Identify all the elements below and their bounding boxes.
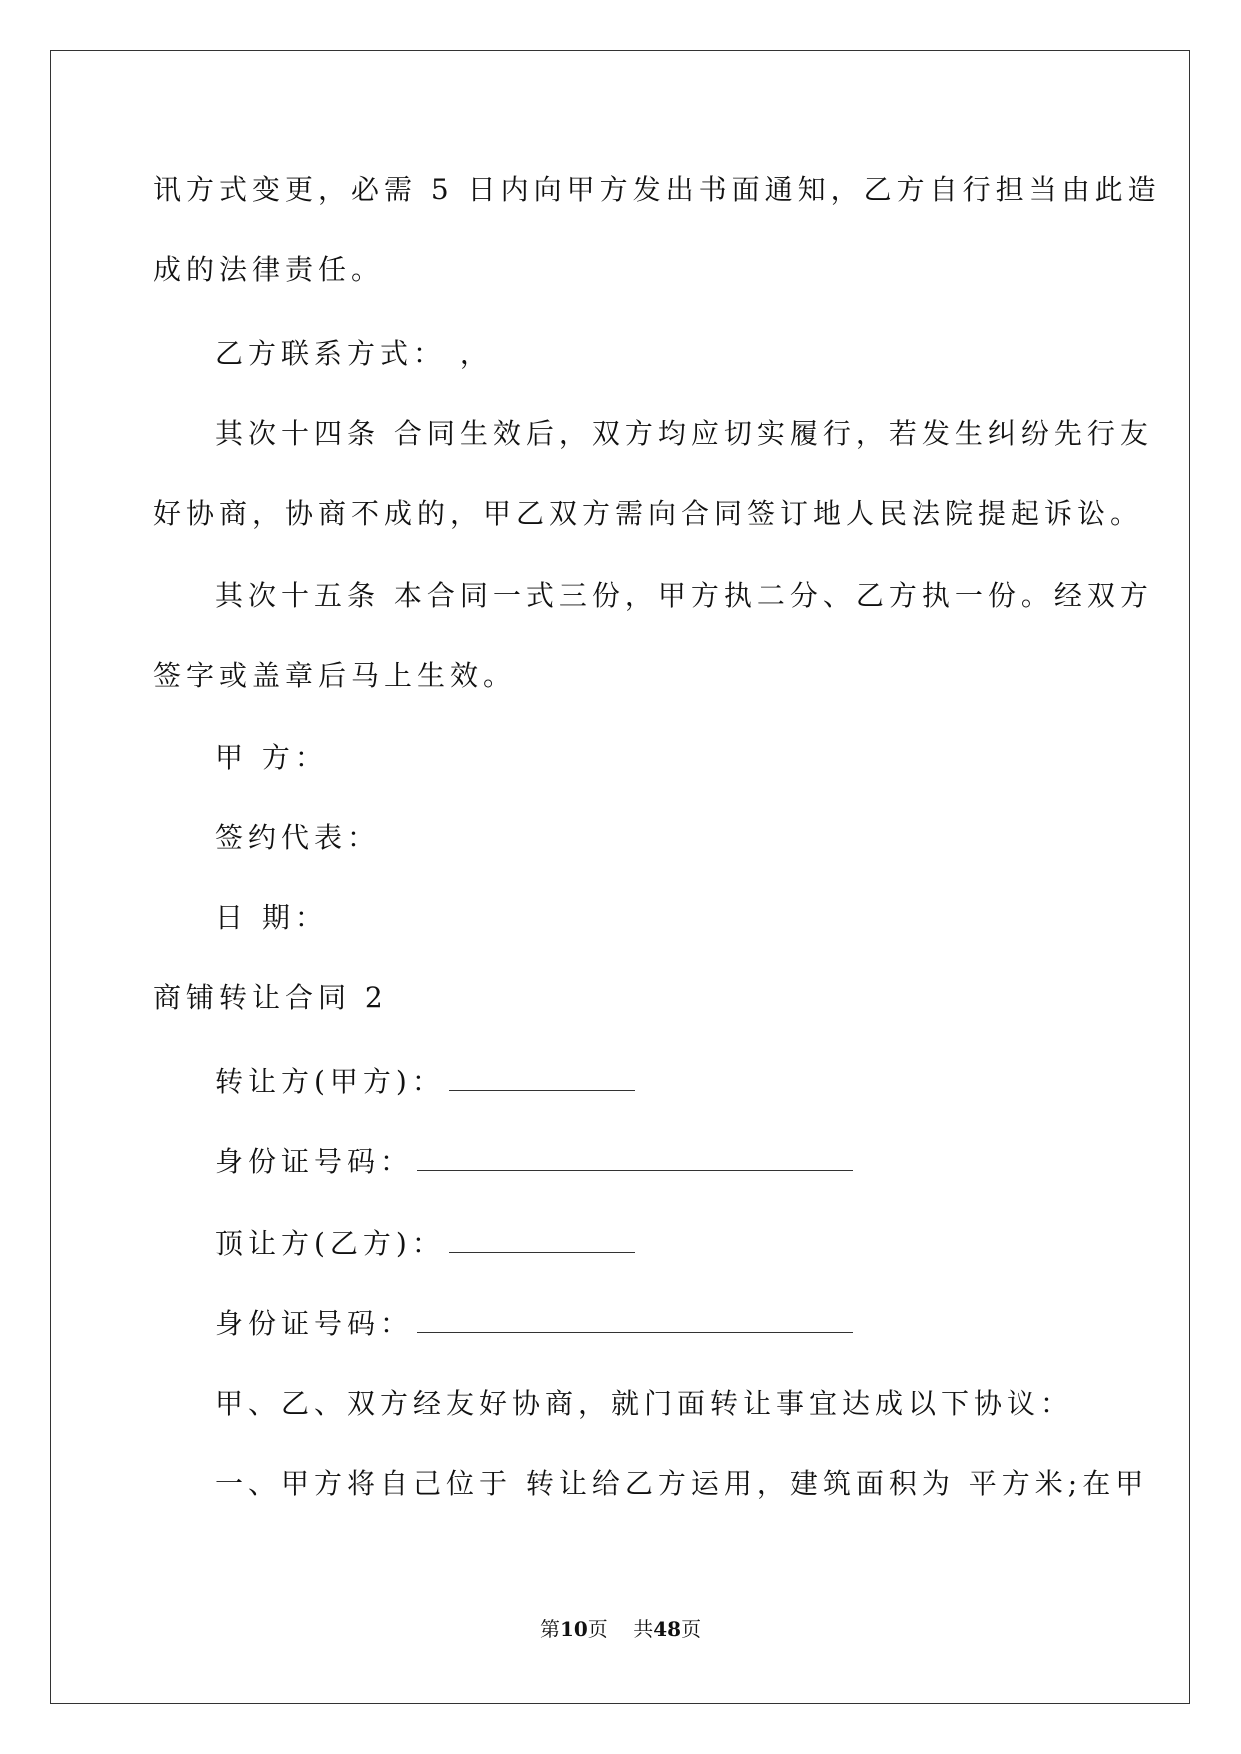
transferor-label: 转让方(甲方)： [215,1065,445,1098]
transferee-row [215,1222,635,1264]
transferor-row [215,1060,635,1102]
current-page-number: 10 [559,1617,588,1641]
signatory-label: 签约代表： [215,821,381,854]
paragraph-line: 一、甲方将自己位于 转让给乙方运用，建筑面积为 平方米;在甲 [215,1467,1149,1500]
page-footer [0,1617,1241,1641]
total-page-count: 48 [653,1617,682,1641]
section-title: 商铺转让合同 2 [153,981,388,1014]
transferor-blank [449,1060,635,1091]
transferee-label: 顶让方(乙方)： [215,1227,445,1260]
id-number-row-a [215,1140,853,1182]
footer-middle: 页 共 [587,1617,654,1641]
paragraph-line: 成的法律责任。 [153,253,385,286]
paragraph-line: 签字或盖章后马上生效。 [153,659,517,692]
id-number-blank [417,1140,853,1171]
id-number-blank [417,1302,853,1333]
paragraph-line: 其次十五条 本合同一式三份，甲方执二分、乙方执一份。经双方 [215,579,1153,612]
footer-suffix: 页 [681,1617,702,1641]
party-a-label: 甲 方： [215,741,328,774]
date-label: 日 期： [215,901,328,934]
id-number-label: 身份证号码： [215,1145,414,1178]
paragraph-line: 乙方联系方式： ， [215,337,493,370]
paragraph-line: 其次十四条 合同生效后，双方均应切实履行，若发生纠纷先行友 [215,417,1153,450]
footer-prefix: 第 [539,1617,560,1641]
paragraph-line: 讯方式变更，必需 5 日内向甲方发出书面通知，乙方自行担当由此造 [153,173,1161,206]
id-number-row-b [215,1302,853,1344]
paragraph-line: 好协商，协商不成的，甲乙双方需向合同签订地人民法院提起诉讼。 [153,497,1144,530]
page-border [50,50,1190,1704]
paragraph-line: 甲、乙、双方经友好协商，就门面转让事宜达成以下协议： [215,1387,1074,1420]
transferee-blank [449,1222,635,1253]
id-number-label: 身份证号码： [215,1307,414,1340]
